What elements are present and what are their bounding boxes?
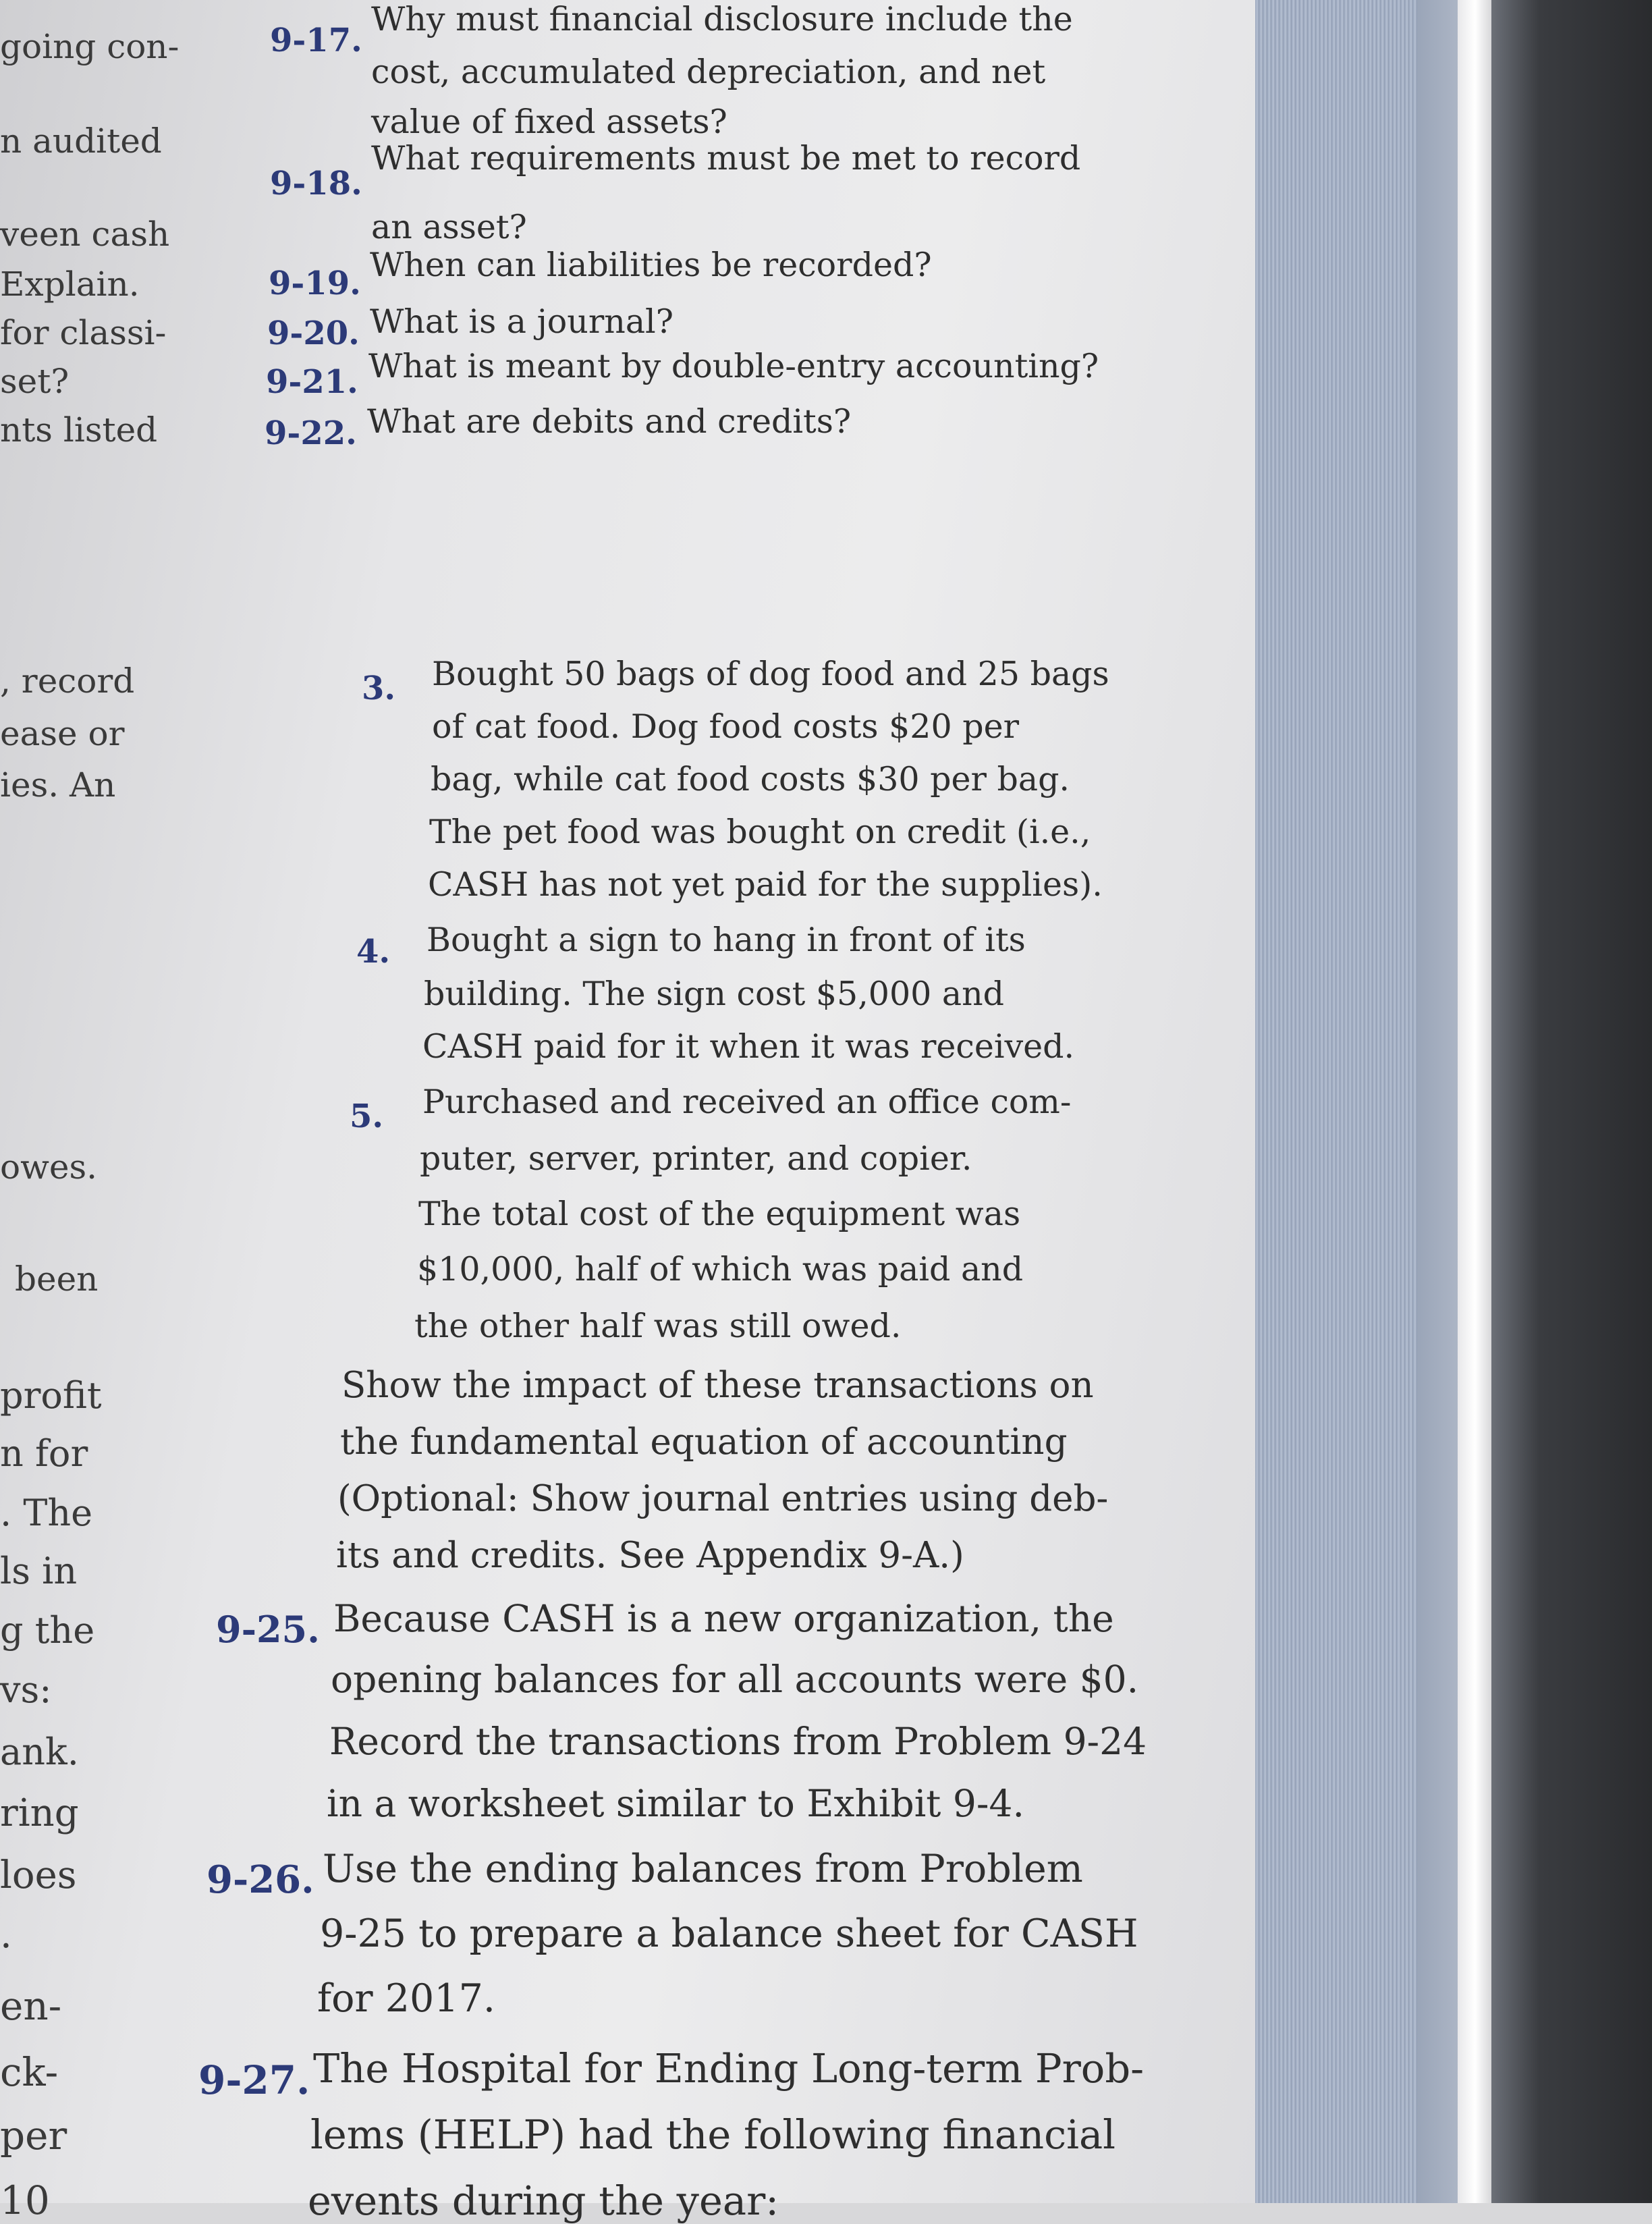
- transaction-text: building. The sign cost $5,000 and: [424, 975, 1005, 1013]
- transaction-text: bag, while cat food costs $30 per bag.: [431, 760, 1070, 798]
- transaction-text: Purchased and received an office com-: [422, 1083, 1072, 1121]
- left-fragment: n audited: [0, 121, 162, 161]
- left-fragment: Explain.: [0, 265, 140, 304]
- left-fragment: , record: [0, 661, 135, 701]
- transaction-text: $10,000, half of which was paid and: [417, 1250, 1024, 1289]
- question-text: value of fixed assets?: [371, 103, 727, 141]
- transaction-text: CASH has not yet paid for the supplies).: [428, 865, 1103, 904]
- question-text: When can liabilities be recorded?: [370, 246, 932, 284]
- transaction-number: 4.: [356, 933, 391, 971]
- left-fragment: veen cash: [0, 215, 170, 254]
- left-fragment: .: [0, 1913, 12, 1957]
- left-fragment: vs:: [0, 1669, 52, 1711]
- left-fragment: set?: [0, 362, 70, 401]
- left-fragment: nts listed: [0, 410, 158, 450]
- left-fragment: en-: [0, 1983, 62, 2029]
- left-fragment: n for: [0, 1432, 88, 1475]
- transaction-number: 3.: [362, 670, 396, 707]
- background-shadow: [1491, 0, 1652, 2203]
- left-fragment: loes: [0, 1853, 77, 1897]
- problem-text: for 2017.: [317, 1976, 495, 2021]
- transaction-text: The pet food was bought on credit (i.e.,: [429, 813, 1091, 851]
- left-fragment: for classi-: [0, 313, 167, 352]
- problem-number: 9-25.: [216, 1608, 320, 1651]
- left-fragment: ls in: [0, 1550, 78, 1592]
- question-number: 9-17.: [270, 22, 362, 59]
- problem-text: Use the ending balances from Problem: [323, 1847, 1083, 1891]
- question-text: an asset?: [371, 208, 527, 246]
- transaction-number: 5.: [350, 1097, 384, 1135]
- problem-text: lems (HELP) had the following financial: [310, 2111, 1116, 2158]
- question-text: Why must financial disclosure include the: [371, 0, 1073, 38]
- left-fragment: g the: [0, 1609, 95, 1652]
- left-fragment: ank.: [0, 1731, 79, 1773]
- problem-text: opening balances for all accounts were $0.: [331, 1658, 1139, 1701]
- left-fragment: ck-: [0, 2049, 59, 2095]
- question-number: 9-19.: [269, 265, 361, 302]
- transaction-text: CASH paid for it when it was received.: [422, 1027, 1075, 1066]
- question-text: cost, accumulated depreciation, and net: [371, 53, 1046, 91]
- problem-number: 9-27.: [198, 2057, 310, 2103]
- left-fragment: . The: [0, 1492, 93, 1534]
- question-number: 9-18.: [270, 165, 362, 202]
- left-fragment: owes.: [0, 1147, 98, 1187]
- transaction-text: Bought 50 bags of dog food and 25 bags: [432, 655, 1109, 693]
- transaction-text: The total cost of the equipment was: [418, 1195, 1021, 1233]
- problem-number: 9-26.: [206, 1857, 314, 1902]
- question-number: 9-20.: [267, 315, 360, 352]
- problem-text: in a worksheet similar to Exhibit 9-4.: [327, 1782, 1024, 1825]
- question-text: What are debits and credits?: [367, 402, 852, 441]
- question-text: What is a journal?: [370, 302, 673, 341]
- problem-text: The Hospital for Ending Long-term Prob-: [313, 2045, 1145, 2092]
- left-fragment: going con-: [0, 27, 180, 66]
- problem-text: 9-25 to prepare a balance sheet for CASH: [320, 1911, 1138, 1956]
- instruction-line: (Optional: Show journal entries using deb-: [337, 1478, 1109, 1519]
- left-fragment: ease or: [0, 714, 125, 753]
- instruction-line: Show the impact of these transactions on: [341, 1365, 1094, 1406]
- transaction-text: of cat food. Dog food costs $20 per: [432, 707, 1019, 746]
- left-fragment: ring: [0, 1791, 79, 1835]
- page-back-cover: [1458, 0, 1493, 2203]
- left-fragment: profit: [0, 1374, 102, 1417]
- question-number: 9-22.: [265, 414, 357, 452]
- question-text: What requirements must be met to record: [371, 139, 1081, 178]
- left-fragment: per: [0, 2113, 67, 2159]
- left-fragment: ies. An: [0, 765, 116, 805]
- problem-text: events during the year:: [308, 2177, 779, 2224]
- instruction-line: its and credits. See Appendix 9-A.): [336, 1535, 964, 1576]
- transaction-text: puter, server, printer, and copier.: [420, 1139, 972, 1178]
- transaction-text: the other half was still owed.: [414, 1307, 902, 1345]
- transaction-text: Bought a sign to hang in front of its: [426, 921, 1026, 959]
- left-fragment: been: [15, 1259, 99, 1299]
- problem-text: Record the transactions from Problem 9-24: [329, 1720, 1147, 1763]
- question-text: What is meant by double-entry accounting?: [368, 347, 1099, 385]
- left-fragment: 10: [0, 2177, 50, 2223]
- instruction-line: the fundamental equation of accounting: [340, 1421, 1068, 1463]
- question-number: 9-21.: [266, 363, 358, 401]
- problem-text: Because CASH is a new organization, the: [333, 1597, 1114, 1640]
